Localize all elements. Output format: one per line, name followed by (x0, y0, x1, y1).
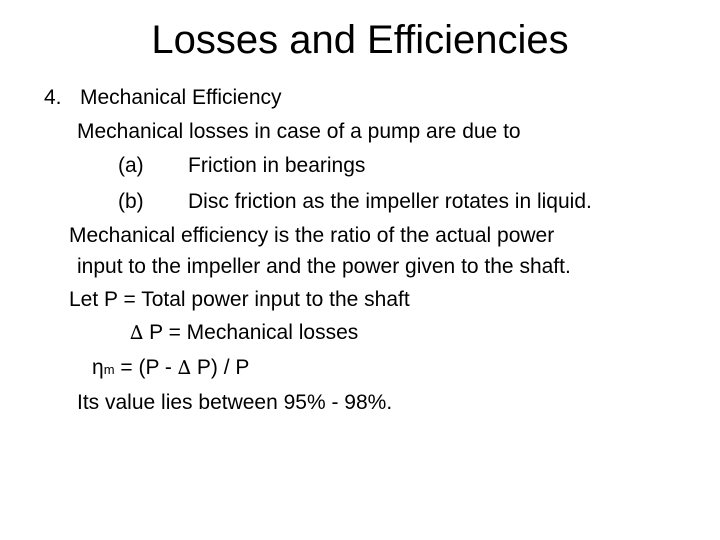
delta-line-text: P = Mechanical losses (149, 321, 359, 344)
slide-title: Losses and Efficiencies (151, 18, 569, 62)
cause-b-label: (b) (118, 190, 144, 213)
let-line: Let P = Total power input to the shaft (69, 288, 410, 311)
definition-line-2: input to the impeller and the power given to the shaft. (77, 255, 571, 278)
formula-part-1: = (P - (120, 356, 172, 379)
formula-delta-symbol: ∆ (177, 357, 192, 379)
intro-text: Mechanical losses in case of a pump are due to (77, 120, 521, 143)
cause-b-text: Disc friction as the impeller rotates in liquid. (188, 190, 592, 213)
efficiency-formula (92, 355, 249, 383)
formula-part-2: P) / P (196, 356, 250, 379)
item-number: 4. (44, 86, 62, 109)
delta-symbol: ∆ (130, 322, 144, 344)
delta-line (130, 320, 358, 346)
eta-symbol: η (92, 356, 104, 379)
eta-subscript: m (103, 362, 115, 377)
cause-a-label: (a) (118, 154, 144, 177)
cause-a-text: Friction in bearings (188, 154, 366, 177)
definition-line-1: Mechanical efficiency is the ratio of the actual power (69, 224, 555, 247)
value-range-line: Its value lies between 95% - 98%. (77, 391, 393, 414)
section-heading: Mechanical Efficiency (80, 86, 282, 109)
